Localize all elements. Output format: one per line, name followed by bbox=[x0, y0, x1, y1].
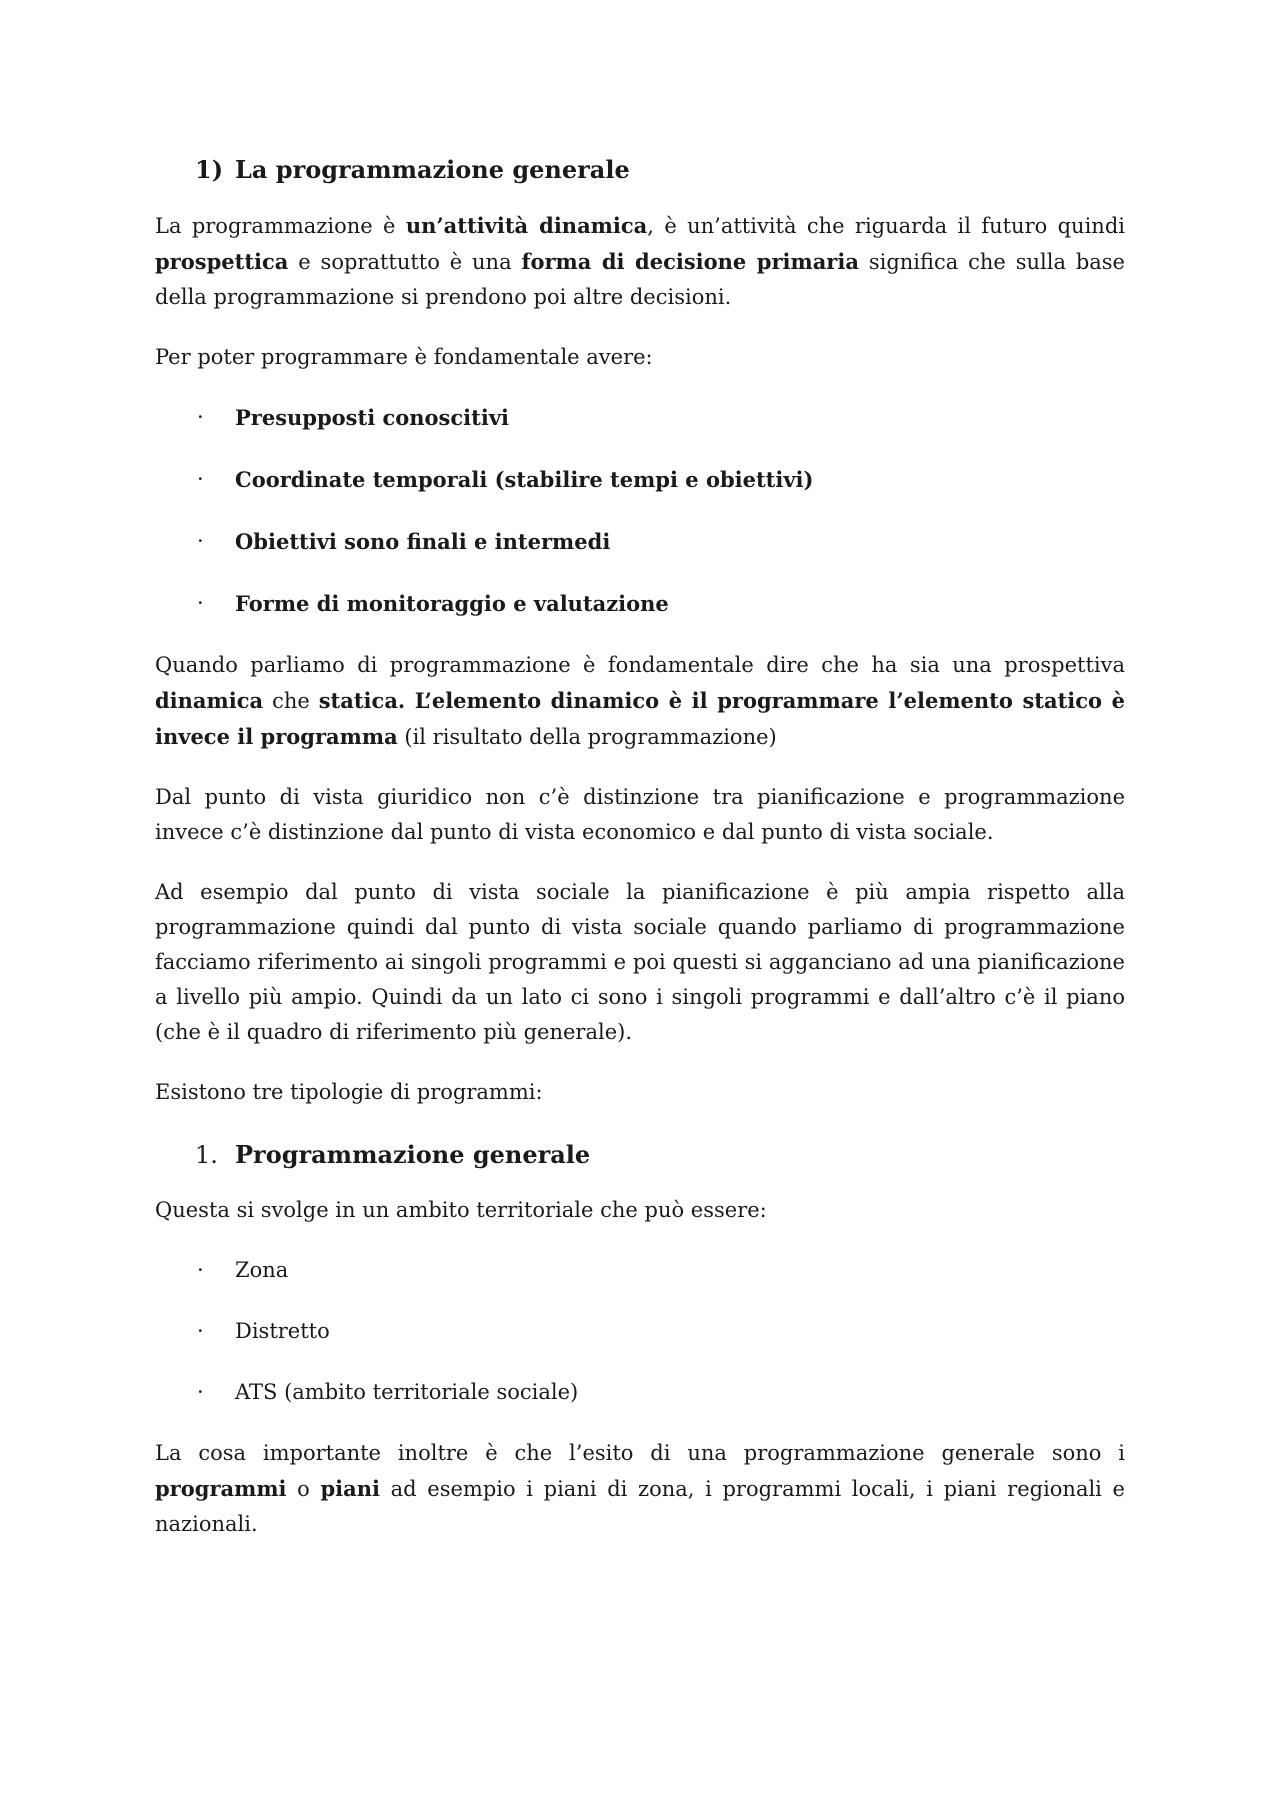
bold-run: programmi bbox=[155, 1476, 287, 1501]
bold-run: dinamica bbox=[155, 688, 264, 713]
bullet-icon: · bbox=[197, 1319, 204, 1343]
list-item: · Coordinate temporali (stabilire tempi e obiettivi) bbox=[155, 462, 1125, 498]
subsection-heading bbox=[195, 1135, 1125, 1175]
paragraph-definition bbox=[155, 208, 1125, 315]
text-run: (il risultato della programmazione) bbox=[397, 725, 777, 749]
list-item: · Distretto bbox=[155, 1314, 1125, 1349]
bold-run: prospettica bbox=[155, 249, 289, 274]
bold-run: statica. L’elemento dinamico è il programmare l’elemento statico è invece il programma bbox=[155, 688, 1125, 749]
requirements-list bbox=[155, 400, 1125, 622]
list-item: · Presupposti conoscitivi bbox=[155, 400, 1125, 436]
text-run: Quando parliamo di programmazione è fondamentale dire che ha sia una prospettiva bbox=[155, 653, 1125, 677]
text-run: ad esempio i piani di zona, i programmi locali, i piani regionali e nazionali. bbox=[155, 1477, 1125, 1536]
paragraph-perspective bbox=[155, 648, 1125, 755]
subsection-title: Programmazione generale bbox=[235, 1140, 591, 1169]
text-run: La programmazione è bbox=[155, 214, 406, 238]
text-run: e soprattutto è una bbox=[288, 250, 522, 274]
bullet-icon: · bbox=[197, 1380, 204, 1404]
bullet-icon: · bbox=[197, 405, 204, 429]
text-run: che bbox=[263, 689, 319, 713]
text-run: o bbox=[286, 1477, 321, 1501]
section-title: La programmazione generale bbox=[235, 155, 630, 184]
list-item: · Forme di monitoraggio e valutazione bbox=[155, 586, 1125, 622]
bullet-icon: · bbox=[197, 591, 204, 615]
bullet-icon: · bbox=[197, 1258, 204, 1282]
list-item: · ATS (ambito territoriale sociale) bbox=[155, 1375, 1125, 1410]
bullet-icon: · bbox=[197, 467, 204, 491]
bullet-icon: · bbox=[197, 529, 204, 553]
paragraph-requirements-intro: Per poter programmare è fondamentale avere: bbox=[155, 345, 653, 369]
section-heading bbox=[195, 150, 1125, 190]
bold-run: un’attività dinamica bbox=[405, 213, 648, 238]
document-body bbox=[155, 150, 1125, 1567]
territory-list bbox=[155, 1253, 1125, 1410]
paragraph-outcome bbox=[155, 1436, 1125, 1542]
bold-run: piani bbox=[320, 1476, 380, 1501]
section-number: 1) bbox=[195, 155, 224, 184]
subsection-number: 1. bbox=[195, 1141, 218, 1169]
paragraph-territory-intro: Questa si svolge in un ambito territoriale che può essere: bbox=[155, 1198, 767, 1222]
bold-run: forma di decisione primaria bbox=[521, 249, 859, 274]
list-item: · Obiettivi sono finali e intermedi bbox=[155, 524, 1125, 560]
paragraph-social-view: Ad esempio dal punto di vista sociale la pianificazione è più ampia rispetto alla programmazione quindi dal punto di vista sociale quando parliamo di programmazione facciamo riferimento ai singoli programmi e poi questi si agganciano ad una pianificazione a livello più ampio. Quindi da un lato ci sono i singoli programmi e dall’altro c’è il piano (che è il quadro di riferimento più generale). bbox=[155, 880, 1125, 1044]
paragraph-legal-view: Dal punto di vista giuridico non c’è distinzione tra pianificazione e programmazione invece c’è distinzione dal punto di vista economico e dal punto di vista sociale. bbox=[155, 785, 1125, 844]
paragraph-types-intro: Esistono tre tipologie di programmi: bbox=[155, 1080, 543, 1104]
text-run: , è un’attività che riguarda il futuro quindi bbox=[647, 214, 1125, 238]
text-run: significa che sulla base della programmazione si prendono poi altre decisioni. bbox=[155, 250, 1125, 309]
text-run: La cosa importante inoltre è che l’esito di una programmazione generale sono i bbox=[155, 1441, 1125, 1465]
list-item: · Zona bbox=[155, 1253, 1125, 1288]
